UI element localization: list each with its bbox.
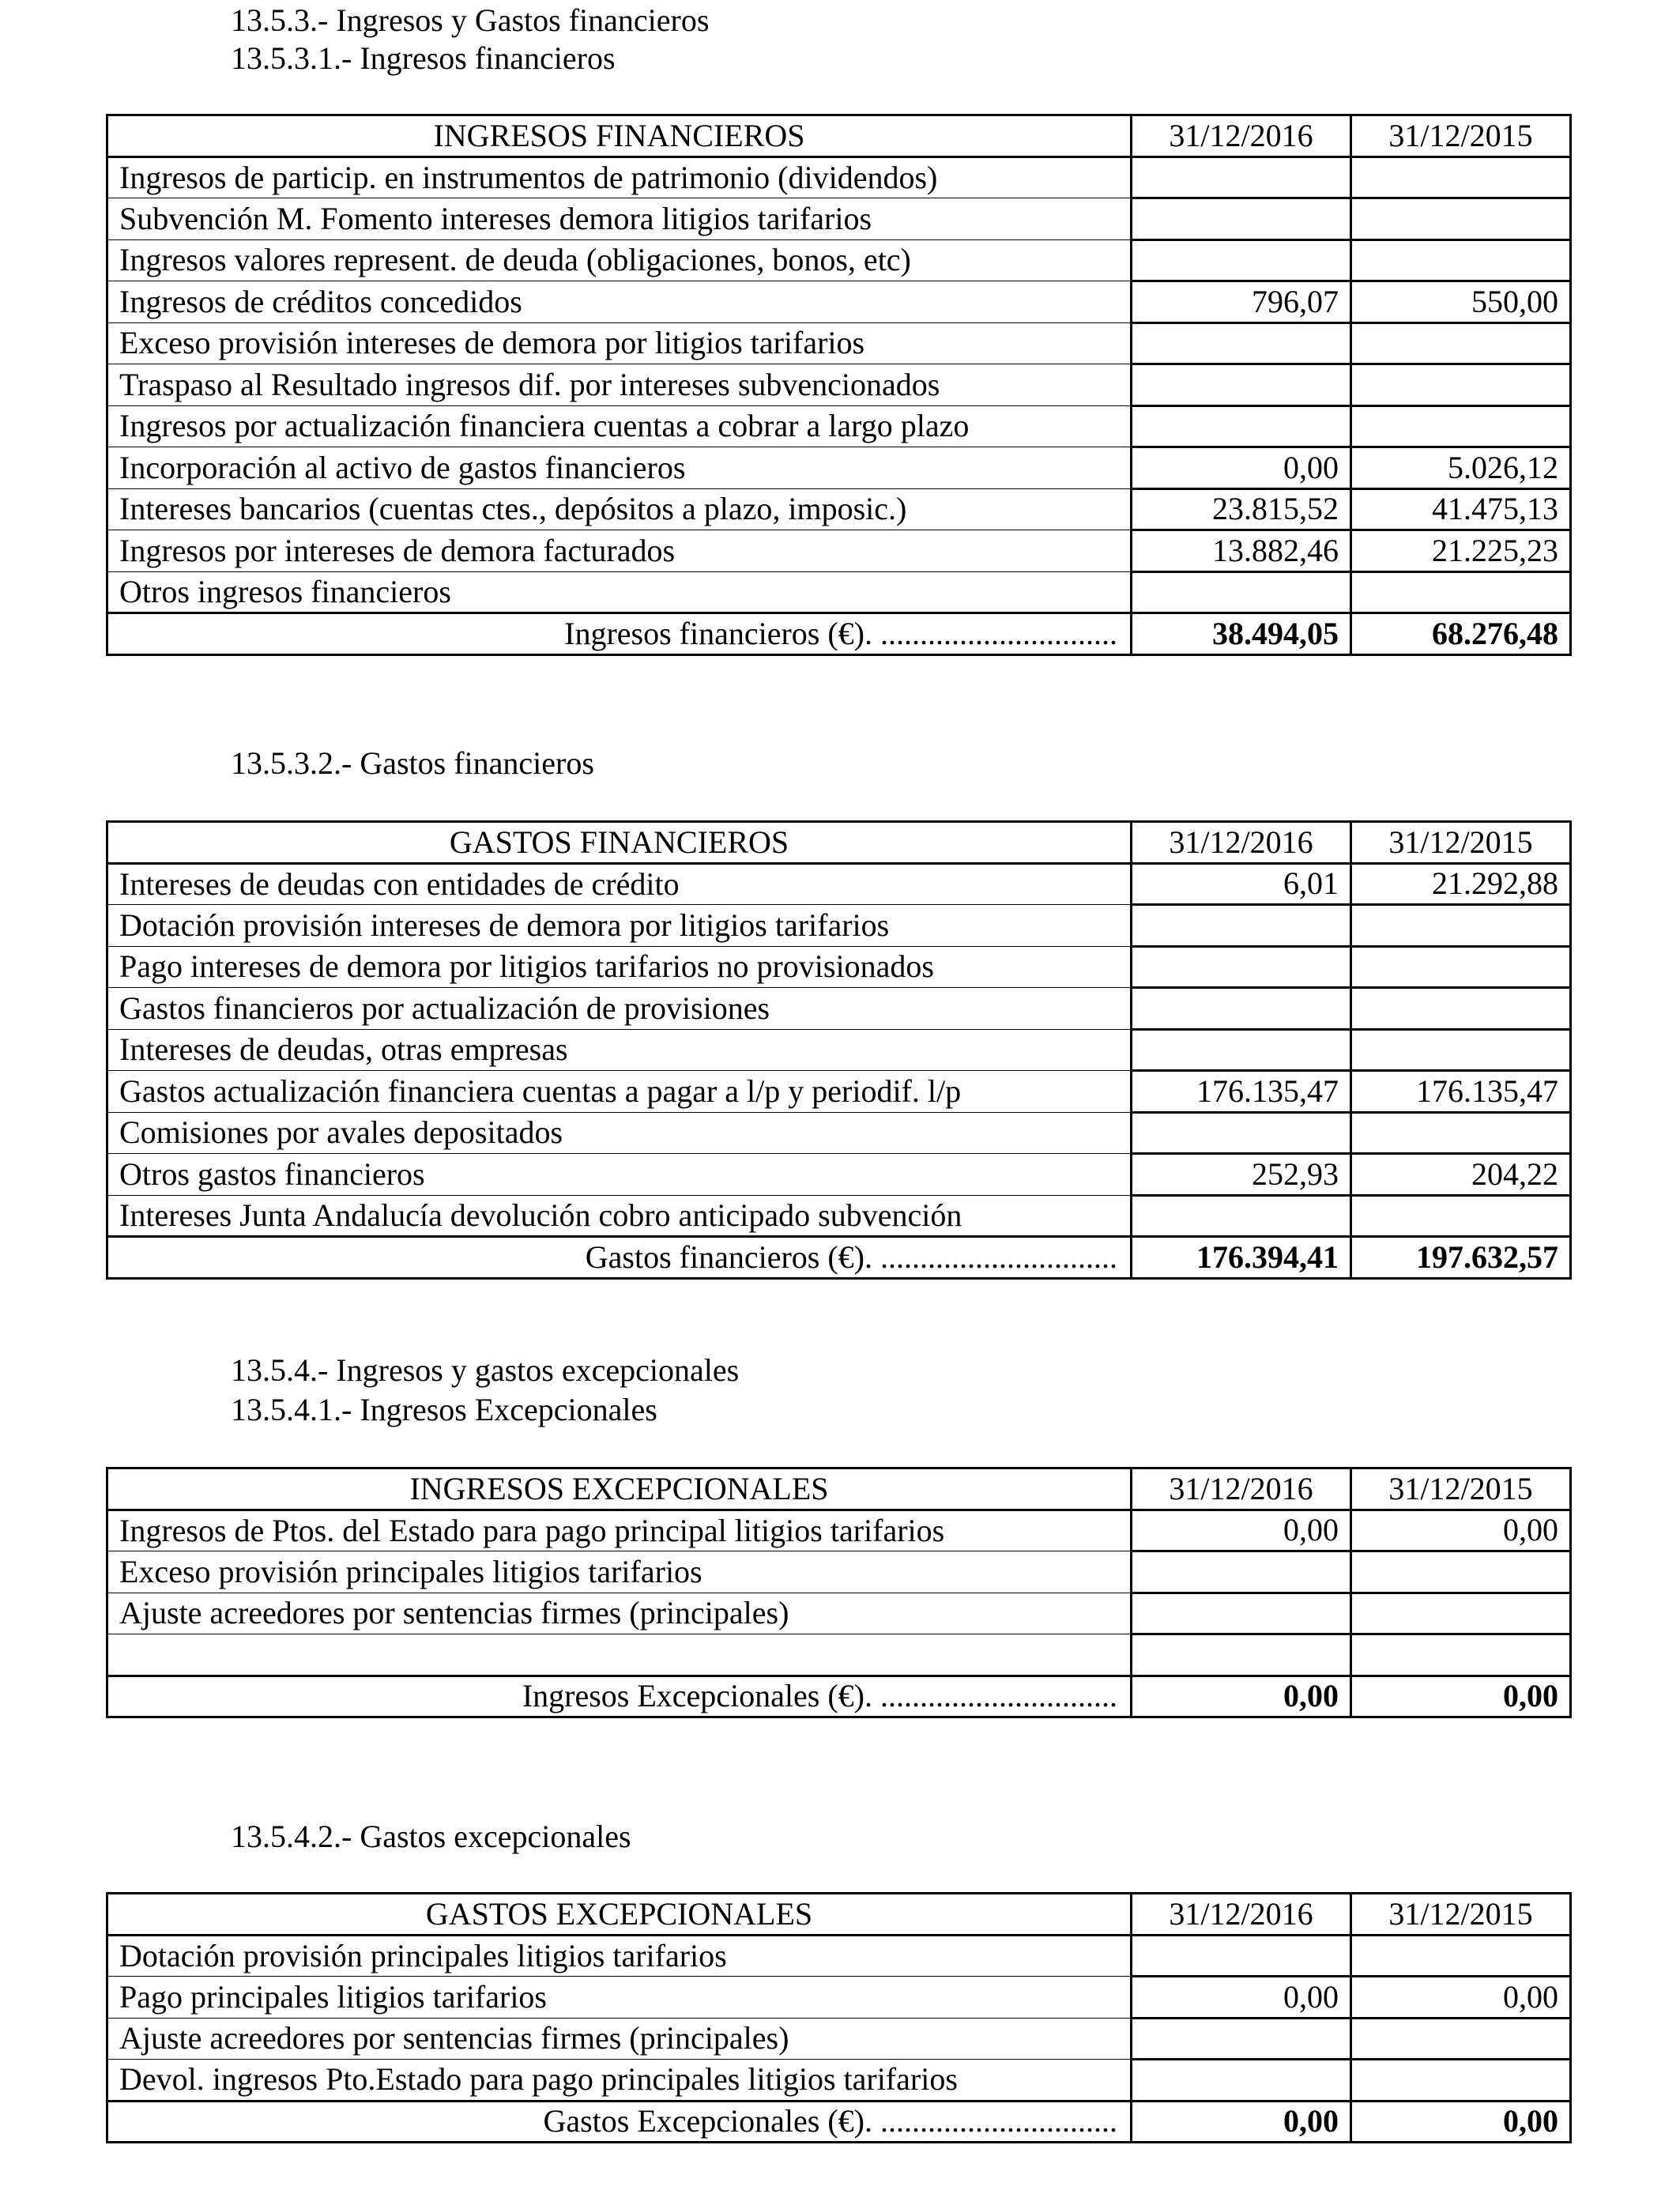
value-2016-cell <box>1132 2018 1351 2060</box>
table-row <box>107 571 1571 613</box>
table-row <box>107 281 1571 323</box>
section-heading-13-5-4-2: 13.5.4.2.- Gastos excepcionales <box>231 1819 631 1854</box>
value-2015-cell <box>1351 239 1571 281</box>
value-2015-cell <box>1351 1634 1571 1676</box>
label-cell: Ingresos por actualización financiera cuentas a cobrar a largo plazo <box>107 405 1132 447</box>
value-2016-cell: 0,00 <box>1132 2101 1351 2143</box>
value-2016-cell: 0,00 <box>1132 1510 1351 1551</box>
table-row <box>107 2060 1571 2102</box>
table-row <box>107 1071 1571 1113</box>
table-row <box>107 156 1571 198</box>
value-2015-cell: 0,00 <box>1351 1977 1571 2019</box>
value-2015-cell <box>1351 1935 1571 1977</box>
label-cell: INGRESOS FINANCIEROS <box>107 115 1132 157</box>
value-2016-cell <box>1132 364 1351 406</box>
label-cell: GASTOS FINANCIEROS <box>107 822 1132 864</box>
value-2015-cell <box>1351 946 1571 988</box>
value-2016-cell: 31/12/2016 <box>1132 1894 1351 1936</box>
value-2015-cell <box>1351 1112 1571 1154</box>
value-2015-cell <box>1351 322 1571 364</box>
label-cell: GASTOS EXCEPCIONALES <box>107 1894 1132 1936</box>
value-2015-cell: 31/12/2015 <box>1351 115 1571 157</box>
label-cell: Incorporación al activo de gastos financieros <box>107 447 1132 489</box>
table-total-row <box>107 2101 1571 2143</box>
value-2016-cell: 31/12/2016 <box>1132 822 1351 864</box>
value-2016-cell: 796,07 <box>1132 281 1351 323</box>
value-2015-cell <box>1351 905 1571 947</box>
table-header-row <box>107 822 1571 864</box>
table-row <box>107 1510 1571 1551</box>
table-row <box>107 1195 1571 1237</box>
label-cell: Intereses de deudas, otras empresas <box>107 1029 1132 1071</box>
value-2015-cell: 0,00 <box>1351 2101 1571 2143</box>
value-2015-cell: 176.135,47 <box>1351 1071 1571 1113</box>
value-2015-cell <box>1351 2060 1571 2102</box>
value-2016-cell <box>1132 1112 1351 1154</box>
value-2015-cell: 21.225,23 <box>1351 530 1571 572</box>
table-row <box>107 1634 1571 1676</box>
label-cell: Exceso provisión principales litigios tarifarios <box>107 1551 1132 1593</box>
table-row <box>107 1154 1571 1196</box>
value-2016-cell: 252,93 <box>1132 1154 1351 1196</box>
value-2015-cell: 41.475,13 <box>1351 488 1571 530</box>
value-2016-cell: 31/12/2016 <box>1132 1468 1351 1510</box>
value-2015-cell: 31/12/2015 <box>1351 1894 1571 1936</box>
label-cell: Ingresos por intereses de demora facturados <box>107 530 1132 572</box>
label-cell: INGRESOS EXCEPCIONALES <box>107 1468 1132 1510</box>
table-header-row <box>107 1894 1571 1936</box>
label-cell: Dotación provisión intereses de demora por litigios tarifarios <box>107 905 1132 947</box>
value-2016-cell: 31/12/2016 <box>1132 115 1351 157</box>
value-2016-cell <box>1132 156 1351 198</box>
label-cell: Gastos Excepcionales (€). .............................. <box>107 2101 1132 2143</box>
label-cell: Pago intereses de demora por litigios tarifarios no provisionados <box>107 946 1132 988</box>
value-2016-cell: 176.135,47 <box>1132 1071 1351 1113</box>
label-cell: Exceso provisión intereses de demora por litigios tarifarios <box>107 322 1132 364</box>
table-header-row <box>107 115 1571 157</box>
value-2016-cell <box>1132 1029 1351 1071</box>
ingresos-excepcionales-table <box>106 1467 1572 1718</box>
table-row <box>107 447 1571 489</box>
value-2016-cell: 23.815,52 <box>1132 488 1351 530</box>
label-cell: Gastos financieros (€). .............................. <box>107 1237 1132 1279</box>
value-2016-cell <box>1132 405 1351 447</box>
value-2016-cell <box>1132 2060 1351 2102</box>
table-row <box>107 863 1571 905</box>
value-2015-cell: 0,00 <box>1351 1510 1571 1551</box>
section-heading-13-5-3: 13.5.3.- Ingresos y Gastos financieros <box>231 2 710 38</box>
label-cell: Traspaso al Resultado ingresos dif. por intereses subvencionados <box>107 364 1132 406</box>
value-2015-cell: 5.026,12 <box>1351 447 1571 489</box>
label-cell: Ingresos de particip. en instrumentos de patrimonio (dividendos) <box>107 156 1132 198</box>
table-row <box>107 364 1571 406</box>
value-2015-cell <box>1351 1593 1571 1634</box>
label-cell: Subvención M. Fomento intereses demora litigios tarifarios <box>107 198 1132 240</box>
label-cell: Ingresos de créditos concedidos <box>107 281 1132 323</box>
table-row <box>107 239 1571 281</box>
table-row <box>107 988 1571 1030</box>
value-2016-cell <box>1132 1935 1351 1977</box>
value-2015-cell: 0,00 <box>1351 1676 1571 1717</box>
value-2015-cell <box>1351 1029 1571 1071</box>
label-cell: Ajuste acreedores por sentencias firmes (principales) <box>107 2018 1132 2060</box>
value-2016-cell: 0,00 <box>1132 1676 1351 1717</box>
label-cell: Comisiones por avales depositados <box>107 1112 1132 1154</box>
table-row <box>107 1593 1571 1634</box>
value-2015-cell: 197.632,57 <box>1351 1237 1571 1279</box>
value-2016-cell <box>1132 1551 1351 1593</box>
section-heading-13-5-4: 13.5.4.- Ingresos y gastos excepcionales <box>231 1352 740 1388</box>
value-2016-cell: 13.882,46 <box>1132 530 1351 572</box>
label-cell: Gastos financieros por actualización de provisiones <box>107 988 1132 1030</box>
value-2015-cell <box>1351 1551 1571 1593</box>
table-total-row <box>107 613 1571 655</box>
label-cell: Intereses bancarios (cuentas ctes., depósitos a plazo, imposic.) <box>107 488 1132 530</box>
table-row <box>107 198 1571 240</box>
value-2015-cell <box>1351 156 1571 198</box>
ingresos-financieros-table <box>106 114 1572 656</box>
table-row <box>107 905 1571 947</box>
value-2015-cell <box>1351 988 1571 1030</box>
label-cell: Otros gastos financieros <box>107 1154 1132 1196</box>
value-2015-cell: 68.276,48 <box>1351 613 1571 655</box>
value-2016-cell <box>1132 905 1351 947</box>
label-cell: Ingresos valores represent. de deuda (obligaciones, bonos, etc) <box>107 239 1132 281</box>
value-2015-cell: 550,00 <box>1351 281 1571 323</box>
value-2015-cell <box>1351 364 1571 406</box>
value-2016-cell <box>1132 988 1351 1030</box>
table-row <box>107 1977 1571 2019</box>
label-cell: Ingresos Excepcionales (€). .............................. <box>107 1676 1132 1717</box>
table-total-row <box>107 1676 1571 1717</box>
value-2015-cell <box>1351 2018 1571 2060</box>
label-cell: Intereses de deudas con entidades de crédito <box>107 863 1132 905</box>
label-cell: Dotación provisión principales litigios tarifarios <box>107 1935 1132 1977</box>
table-total-row <box>107 1237 1571 1279</box>
label-cell <box>107 1634 1132 1676</box>
label-cell: Otros ingresos financieros <box>107 571 1132 613</box>
value-2016-cell: 176.394,41 <box>1132 1237 1351 1279</box>
table-row <box>107 1935 1571 1977</box>
value-2016-cell: 38.494,05 <box>1132 613 1351 655</box>
value-2016-cell <box>1132 1195 1351 1237</box>
section-heading-13-5-3-1: 13.5.3.1.- Ingresos financieros <box>231 40 616 76</box>
label-cell: Ajuste acreedores por sentencias firmes (principales) <box>107 1593 1132 1634</box>
section-heading-13-5-3-2: 13.5.3.2.- Gastos financieros <box>231 745 594 781</box>
table-row <box>107 488 1571 530</box>
table-row <box>107 322 1571 364</box>
section-heading-13-5-4-1: 13.5.4.1.- Ingresos Excepcionales <box>231 1392 657 1427</box>
label-cell: Gastos actualización financiera cuentas a pagar a l/p y periodif. l/p <box>107 1071 1132 1113</box>
value-2016-cell: 0,00 <box>1132 1977 1351 2019</box>
label-cell: Devol. ingresos Pto.Estado para pago principales litigios tarifarios <box>107 2060 1132 2102</box>
value-2015-cell <box>1351 571 1571 613</box>
label-cell: Ingresos de Ptos. del Estado para pago principal litigios tarifarios <box>107 1510 1132 1551</box>
gastos-financieros-table <box>106 820 1572 1280</box>
label-cell: Pago principales litigios tarifarios <box>107 1977 1132 2019</box>
gastos-excepcionales-table <box>106 1892 1572 2143</box>
value-2016-cell: 0,00 <box>1132 447 1351 489</box>
value-2016-cell <box>1132 239 1351 281</box>
value-2015-cell: 204,22 <box>1351 1154 1571 1196</box>
label-cell: Ingresos financieros (€). .............................. <box>107 613 1132 655</box>
table-row <box>107 2018 1571 2060</box>
value-2016-cell <box>1132 1593 1351 1634</box>
table-row <box>107 530 1571 572</box>
value-2015-cell <box>1351 198 1571 240</box>
table-header-row <box>107 1468 1571 1510</box>
value-2016-cell <box>1132 571 1351 613</box>
value-2016-cell <box>1132 1634 1351 1676</box>
value-2015-cell <box>1351 405 1571 447</box>
table-row <box>107 405 1571 447</box>
value-2016-cell <box>1132 198 1351 240</box>
value-2016-cell: 6,01 <box>1132 863 1351 905</box>
value-2015-cell: 21.292,88 <box>1351 863 1571 905</box>
value-2015-cell: 31/12/2015 <box>1351 822 1571 864</box>
table-row <box>107 1551 1571 1593</box>
table-row <box>107 1112 1571 1154</box>
value-2015-cell: 31/12/2015 <box>1351 1468 1571 1510</box>
value-2016-cell <box>1132 322 1351 364</box>
table-row <box>107 946 1571 988</box>
table-row <box>107 1029 1571 1071</box>
value-2016-cell <box>1132 946 1351 988</box>
value-2015-cell <box>1351 1195 1571 1237</box>
label-cell: Intereses Junta Andalucía devolución cobro anticipado subvención <box>107 1195 1132 1237</box>
